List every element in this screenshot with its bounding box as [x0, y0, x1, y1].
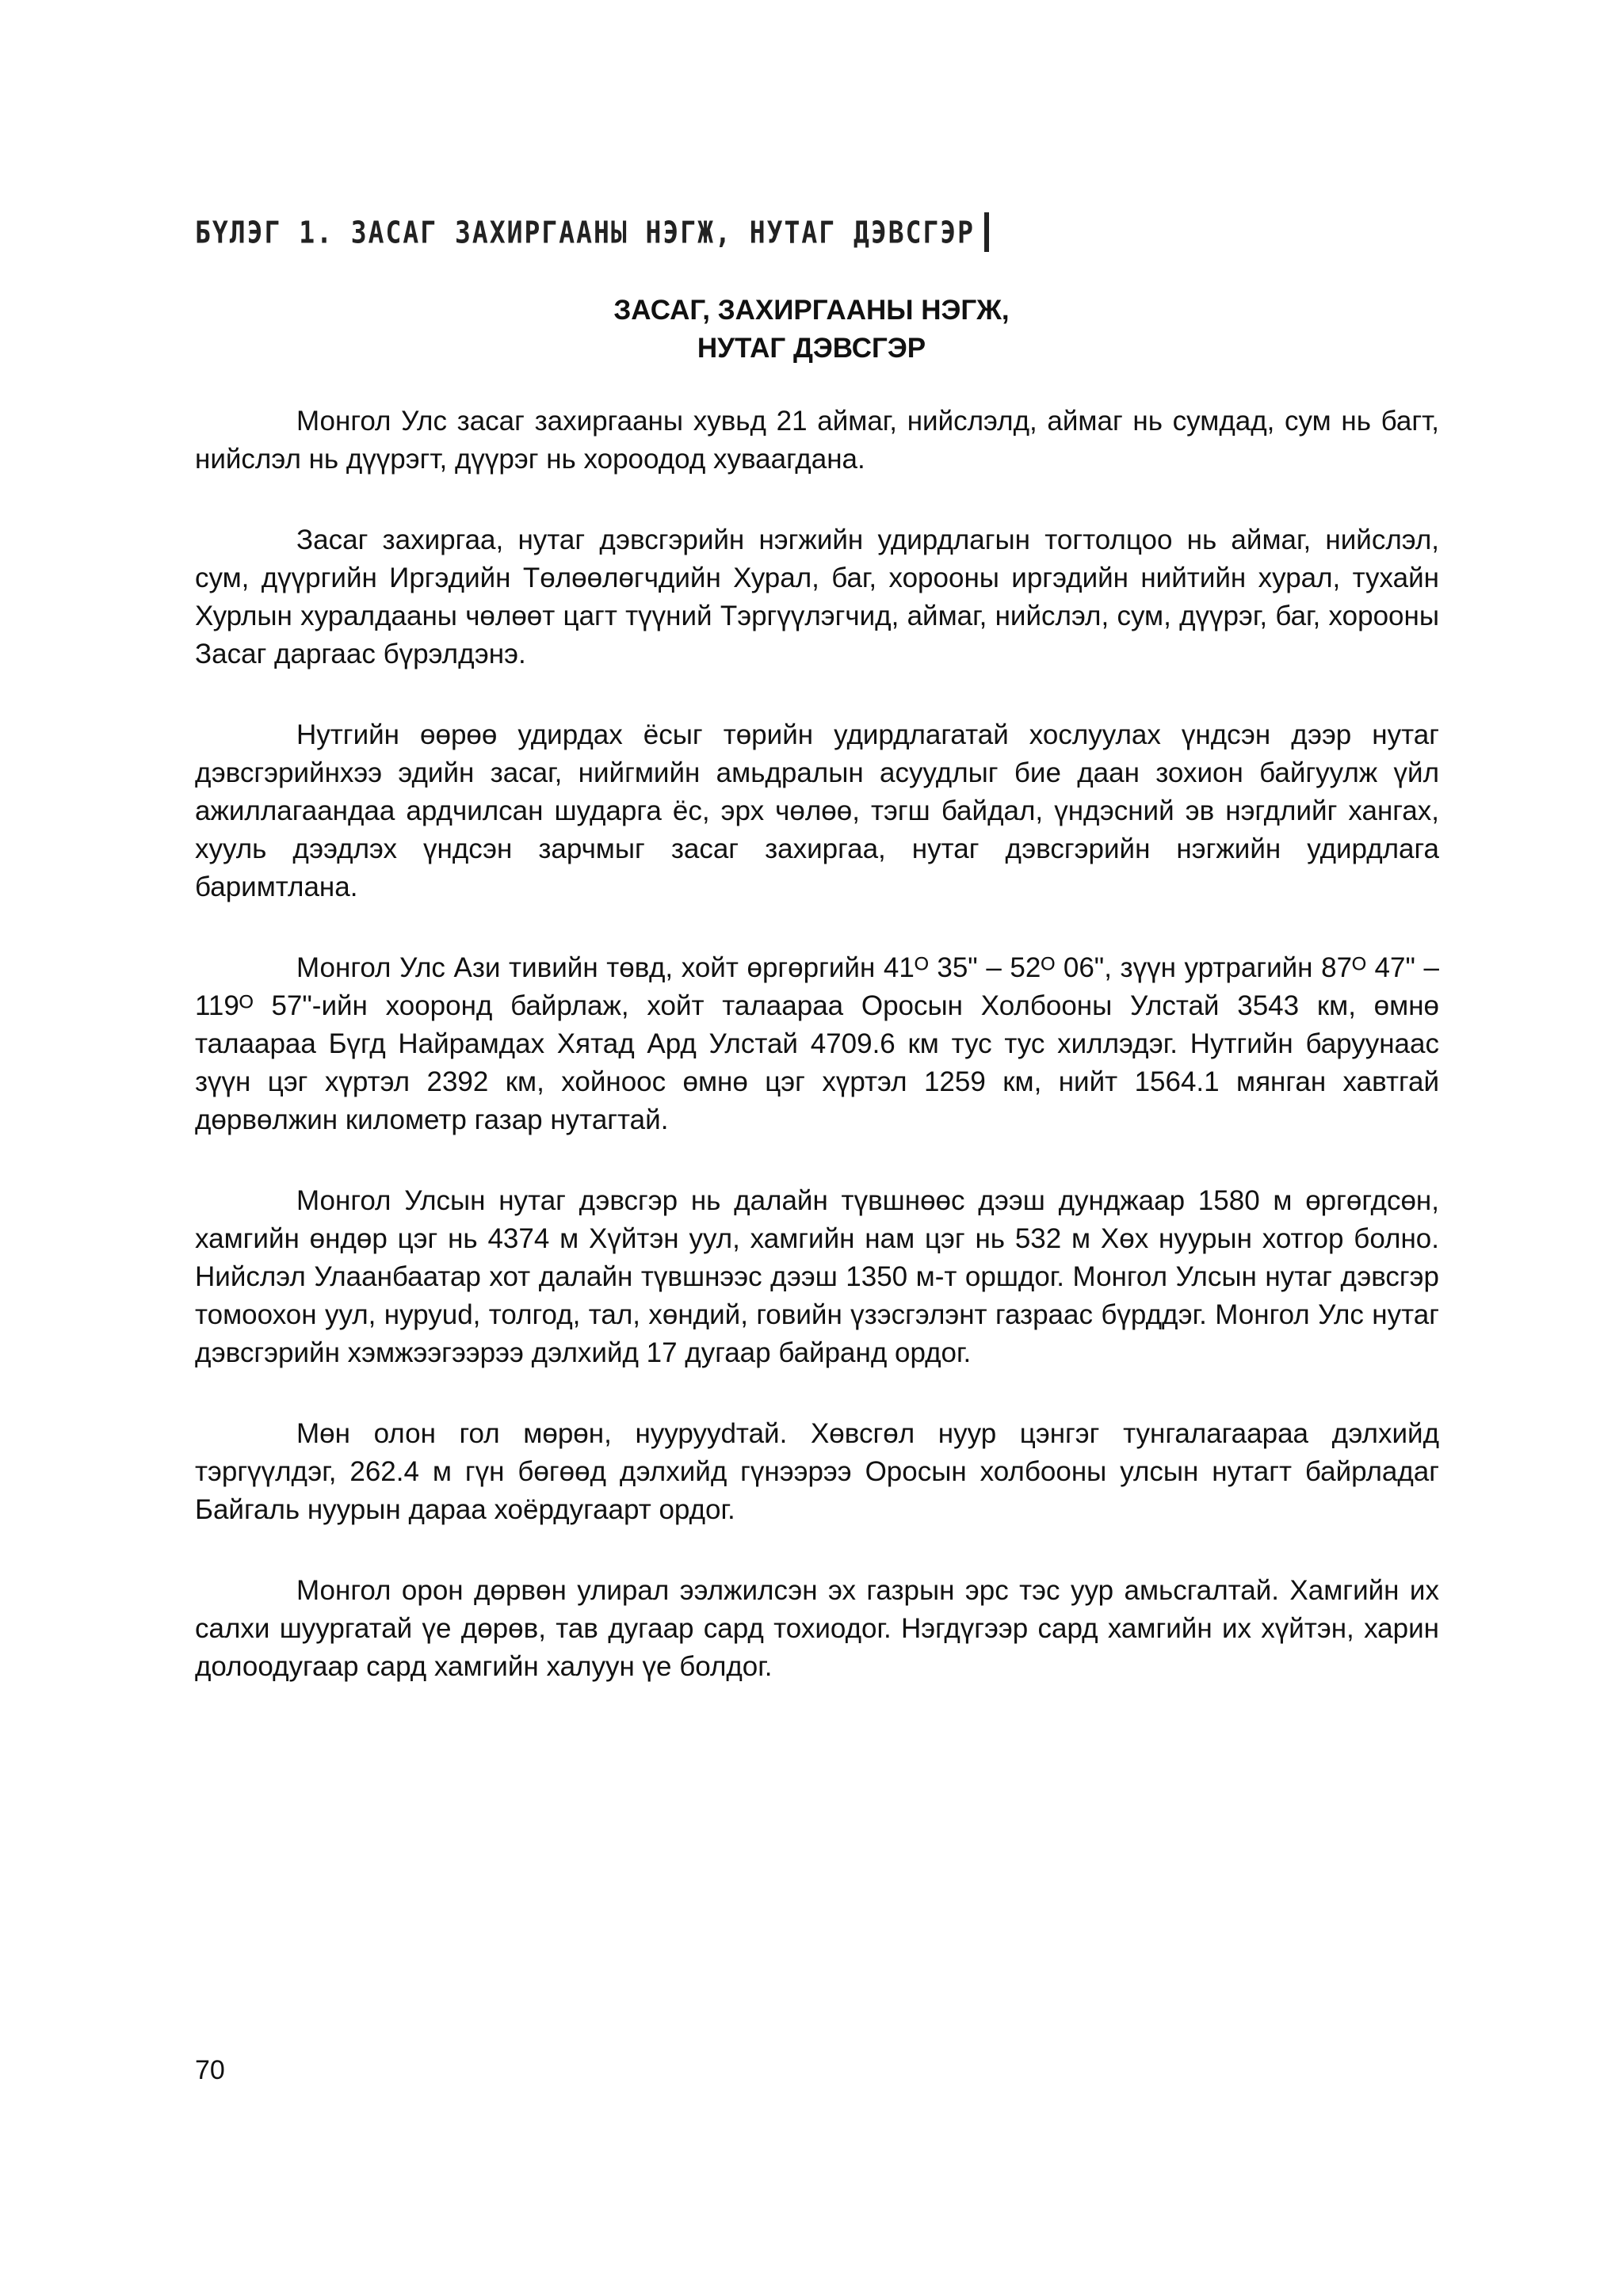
title-line-2: НУТАГ ДЭВСГЭР: [697, 333, 926, 364]
running-header-text: БҮЛЭГ 1. ЗАСАГ ЗАХИРГААНЫ НЭГЖ, НУТАГ ДЭВСГЭР: [195, 214, 976, 250]
page-number: 70: [195, 2055, 225, 2085]
paragraph-elevation: Монгол Улсын нутаг дэвсгэр нь далайн түвшнөөс дээш дунджаар 1580 м өргөгдсөн, хамгийн өндөр цэг нь 4374 м Хүйтэн уул, хамгийн нам цэг нь 532 м Хөх нуурын хотгор болно. Нийслэл Улаанбаатар хот далайн түвшнээс дээш 1350 м-т оршдог. Монгол Улсын нутаг дэвсгэр томоохон уул, нуруud, толгод, тал, хөндий, говийн үзэсгэлэнт газраас бүрддэг. Монгол Улс нутаг дэвсгэрийн хэмжээгээрээ дэлхийд 17 дугаар байранд ордог.: [195, 1185, 1439, 1368]
paragraph-geography-location: Монгол Улс Ази тивийн төвд, хойт өргөргийн 41ᴼ 35" – 52ᴼ 06", зүүн уртрагийн 87ᴼ 47" – 119ᴼ 57"-ийн хооронд байрлаж, хойт талаараа Оросын Холбооны Улстай 3543 км, өмнө талаараа Бүгд Найрамдах Хятад Ард Улстай 4709.6 км тус тус хиллэдэг. Нутгийн баруунаас зүүн цэг хүртэл 2392 км, хойноос өмнө цэг хүртэл 1259 км, нийт 1564.1 мянган хавтгай дөрвөлжин километр газар нутагтай.: [195, 952, 1439, 1135]
header-divider-bar: [984, 212, 989, 252]
paragraph-lakes-rivers: Мөн олон гол мөрөн, нуурууdтай. Хөвсгөл нуур цэнгэг тунгалагаараа дэлхийд тэргүүлдэг, 262.4 м гүн бөгөөд дэлхийд гүнээрээ Оросын холбооны улсын нутагт байрладаг Байгаль нуурын дараа хоёрдугаарт ордог.: [195, 1418, 1439, 1525]
title-line-1: ЗАСАГ, ЗАХИРГААНЫ НЭГЖ,: [613, 295, 1010, 326]
page-title: [0, 292, 1623, 368]
body-text: [195, 402, 1439, 1729]
paragraph-climate: Монгол орон дөрвөн улирал ээлжилсэн эх газрын эрс тэс уур амьсгалтай. Хамгийн их салхи шуургатай үе дөрөв, тав дугаар сард тохиодог. Нэгдүгээр сард хамгийн их хүйтэн, харин долоодугаар сард хамгийн халуун үе болдог.: [195, 1575, 1439, 1682]
paragraph-governance-structure: Засаг захиргаа, нутаг дэвсгэрийн нэгжийн удирдлагын тогтолцоо нь аймаг, нийслэл, сум, дүүргийн Иргэдийн Төлөөлөгчдийн Хурал, баг, хорооны иргэдийн нийтийн хурал, тухайн Хурлын хуралдааны чөлөөт цагт түүний Тэргүүлэгчид, аймаг, нийслэл, сум, дүүрэг, баг, хорооны Засаг даргаас бүрэлдэнэ.: [195, 524, 1439, 669]
paragraph-admin-division: Монгол Улс засаг захиргааны хувьд 21 аймаг, нийслэлд, аймаг нь сумдад, сум нь багт, нийслэл нь дүүрэгт, дүүрэг нь хороодод хуваагдана.: [195, 406, 1439, 475]
running-header: [195, 212, 989, 252]
paragraph-self-governance: Нутгийн өөрөө удирдах ёсыг төрийн удирдлагатай хослуулах үндсэн дээр нутаг дэвсгэрийнхээ эдийн засаг, нийгмийн амьдралын асуудлыг бие даан зохион байгуулж үйл ажиллагаандаа ардчилсан шударга ёс, эрх чөлөө, тэгш байдал, үндэсний эв нэгдлийг хангах, хууль дээдлэх үндсэн зарчмыг засаг захиргаа, нутаг дэвсгэрийн нэгжийн удирдлага баримтлана.: [195, 719, 1439, 902]
